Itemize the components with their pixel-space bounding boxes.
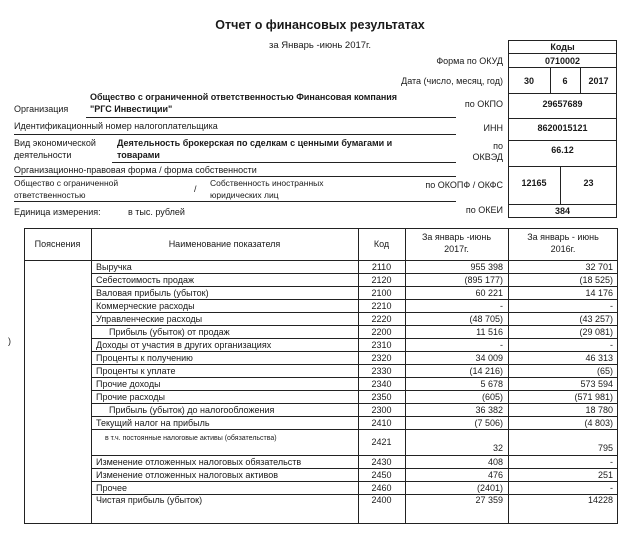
row-2340-name: Прочие доходы [96,378,161,389]
okei-label: по ОКЕИ [465,205,503,215]
row-2410-previous: (4 803) [584,417,613,428]
row-2450-name: Изменение отложенных налоговых активов [96,469,279,480]
header-name: Наименование показателя [168,238,281,249]
codes-header: Коды [550,42,575,52]
activity-line2: товарами [117,150,160,160]
row-2200-name: Прибыль (убыток) от продаж [109,326,230,337]
row-2110-current: 955 398 [470,261,503,272]
okud-label: Форма по ОКУД [436,56,503,66]
row-2350-current: (605) [481,391,503,402]
report-title: Отчет о финансовых результатах [215,18,425,32]
row-2320-name: Проценты к получению [96,352,193,363]
legal-form-line2: ответственностью [14,190,86,200]
date-label: Дата (число, месяц, год) [401,76,503,86]
org-name-line2: "РГС Инвестиции" [90,104,173,114]
activity-label-line2: деятельности [14,150,72,160]
row-2310-current: - [500,339,503,350]
row-2100-name: Валовая прибыль (убыток) [96,287,209,298]
okfs-value: 23 [583,178,594,188]
inn-value: 8620015121 [537,123,588,133]
row-2430-current: 408 [487,456,503,467]
row-2421-previous: 795 [597,443,613,453]
row-2300-code: 2300 [371,404,392,415]
row-2300-previous: 18 780 [585,404,613,415]
row-2100-previous: 14 176 [585,287,613,298]
row-2200-current: 11 516 [476,326,503,337]
row-2120-previous: (18 525) [579,274,613,285]
date-month: 6 [562,76,568,86]
row-2120-name: Себестоимость продаж [96,274,194,285]
row-2200-previous: (29 081) [579,326,613,337]
row-2300-current: 36 382 [475,404,503,415]
okved-label: ОКВЭД [472,152,503,162]
unit-value: в тыс. рублей [128,207,185,217]
row-2421-current: 32 [492,443,503,453]
header-current-line1: За январь -июнь [421,231,492,242]
row-2100-current: 60 221 [475,287,503,298]
row-2410-current: (7 506) [474,417,503,428]
row-2220-name: Управленческие расходы [96,313,203,324]
ownership-line2: юридических лиц [210,190,279,200]
header-code: Код [373,238,390,249]
row-2210-name: Коммерческие расходы [96,300,195,311]
row-2220-previous: (43 257) [579,313,613,324]
row-2430-name: Изменение отложенных налоговых обязательств [96,456,302,467]
row-2210-current: - [500,300,503,311]
row-2320-previous: 46 313 [585,352,613,363]
row-2220-current: (48 705) [469,313,503,324]
header-previous-line1: За январь - июнь [527,231,599,242]
row-2460-current: (2401) [476,482,503,493]
header-current-line2: 2017г. [444,243,469,254]
row-2460-name: Прочее [96,482,127,493]
row-2430-code: 2430 [371,456,392,467]
row-2120-code: 2120 [371,274,392,285]
legal-form-label: Организационно-правовая форма / форма собственности [14,165,257,175]
okved-value: 66.12 [551,145,574,155]
okopf-label: по ОКОПФ / ОКФС [425,180,503,190]
legal-form-line1: Общество с ограниченной [14,178,119,188]
row-2350-previous: (571 981) [574,391,613,402]
date-year: 2017 [588,76,609,86]
row-2310-name: Доходы от участия в других организациях [96,339,272,350]
row-2340-previous: 573 594 [580,378,613,389]
inn-code-label: ИНН [483,123,503,133]
header-previous-line2: 2016г. [550,243,576,254]
row-2400-name: Чистая прибыль (убыток) [96,495,203,505]
okpo-label: по ОКПО [464,99,503,109]
row-2300-name: Прибыль (убыток) до налогообложения [109,404,275,415]
row-2460-previous: - [610,482,613,493]
okud-value: 0710002 [544,56,581,66]
row-2320-current: 34 009 [475,352,503,363]
row-2340-current: 5 678 [480,378,503,389]
row-2210-previous: - [610,300,613,311]
row-2310-code: 2310 [371,339,392,350]
row-2400-code: 2400 [371,495,392,505]
inn-label: Идентификационный номер налогоплательщика [14,121,218,131]
row-2450-previous: 251 [597,469,613,480]
header-notes: Пояснения [34,238,81,249]
row-2320-code: 2320 [371,352,392,363]
row-2410-name: Текущий налог на прибыль [96,417,210,428]
okopf-value: 12165 [521,178,547,188]
row-2421-code: 2421 [371,437,392,447]
row-2450-current: 476 [487,469,503,480]
row-2340-code: 2340 [371,378,392,389]
ownership-line1: Собственность иностранных [210,178,324,188]
row-2430-previous: - [610,456,613,467]
row-2460-code: 2460 [371,482,392,493]
unit-label: Единица измерения: [14,207,101,217]
activity-line1: Деятельность брокерская по сделкам с ценными бумагами и [117,138,393,148]
row-2200-code: 2200 [371,326,392,337]
row-2100-code: 2100 [371,287,392,298]
row-2110-name: Выручка [96,261,132,272]
org-label: Организация [14,104,69,114]
row-2110-code: 2110 [371,261,392,272]
row-2330-current: (14 216) [469,365,503,376]
form-slash: / [194,184,197,194]
row-2310-previous: - [610,339,613,350]
row-2330-name: Проценты к уплате [96,365,176,376]
row-2110-previous: 32 701 [585,261,613,272]
row-2330-previous: (65) [596,365,613,376]
row-2210-code: 2210 [371,300,392,311]
row-2330-code: 2330 [371,365,392,376]
date-day: 30 [523,76,534,86]
row-2350-name: Прочие расходы [96,391,165,402]
row-2410-code: 2410 [371,417,392,428]
okved-label-top: по [493,141,503,151]
row-2400-current: 27 359 [475,495,503,505]
okpo-value: 29657689 [542,99,583,109]
row-2450-code: 2450 [371,469,392,480]
okei-value: 384 [554,206,571,216]
row-2120-current: (895 177) [464,274,503,285]
row-2220-code: 2220 [371,313,392,324]
margin-mark: ) [8,336,11,346]
row-2350-code: 2350 [371,391,392,402]
row-2400-previous: 14228 [587,495,613,505]
activity-label-line1: Вид экономической [14,138,96,148]
report-period: за Январь -июнь 2017г. [269,40,371,51]
org-name-line1: Общество с ограниченной ответственностью Финансовая компания [90,92,398,102]
row-2421-name: в т.ч. постоянные налоговые активы (обязательства) [105,435,277,442]
